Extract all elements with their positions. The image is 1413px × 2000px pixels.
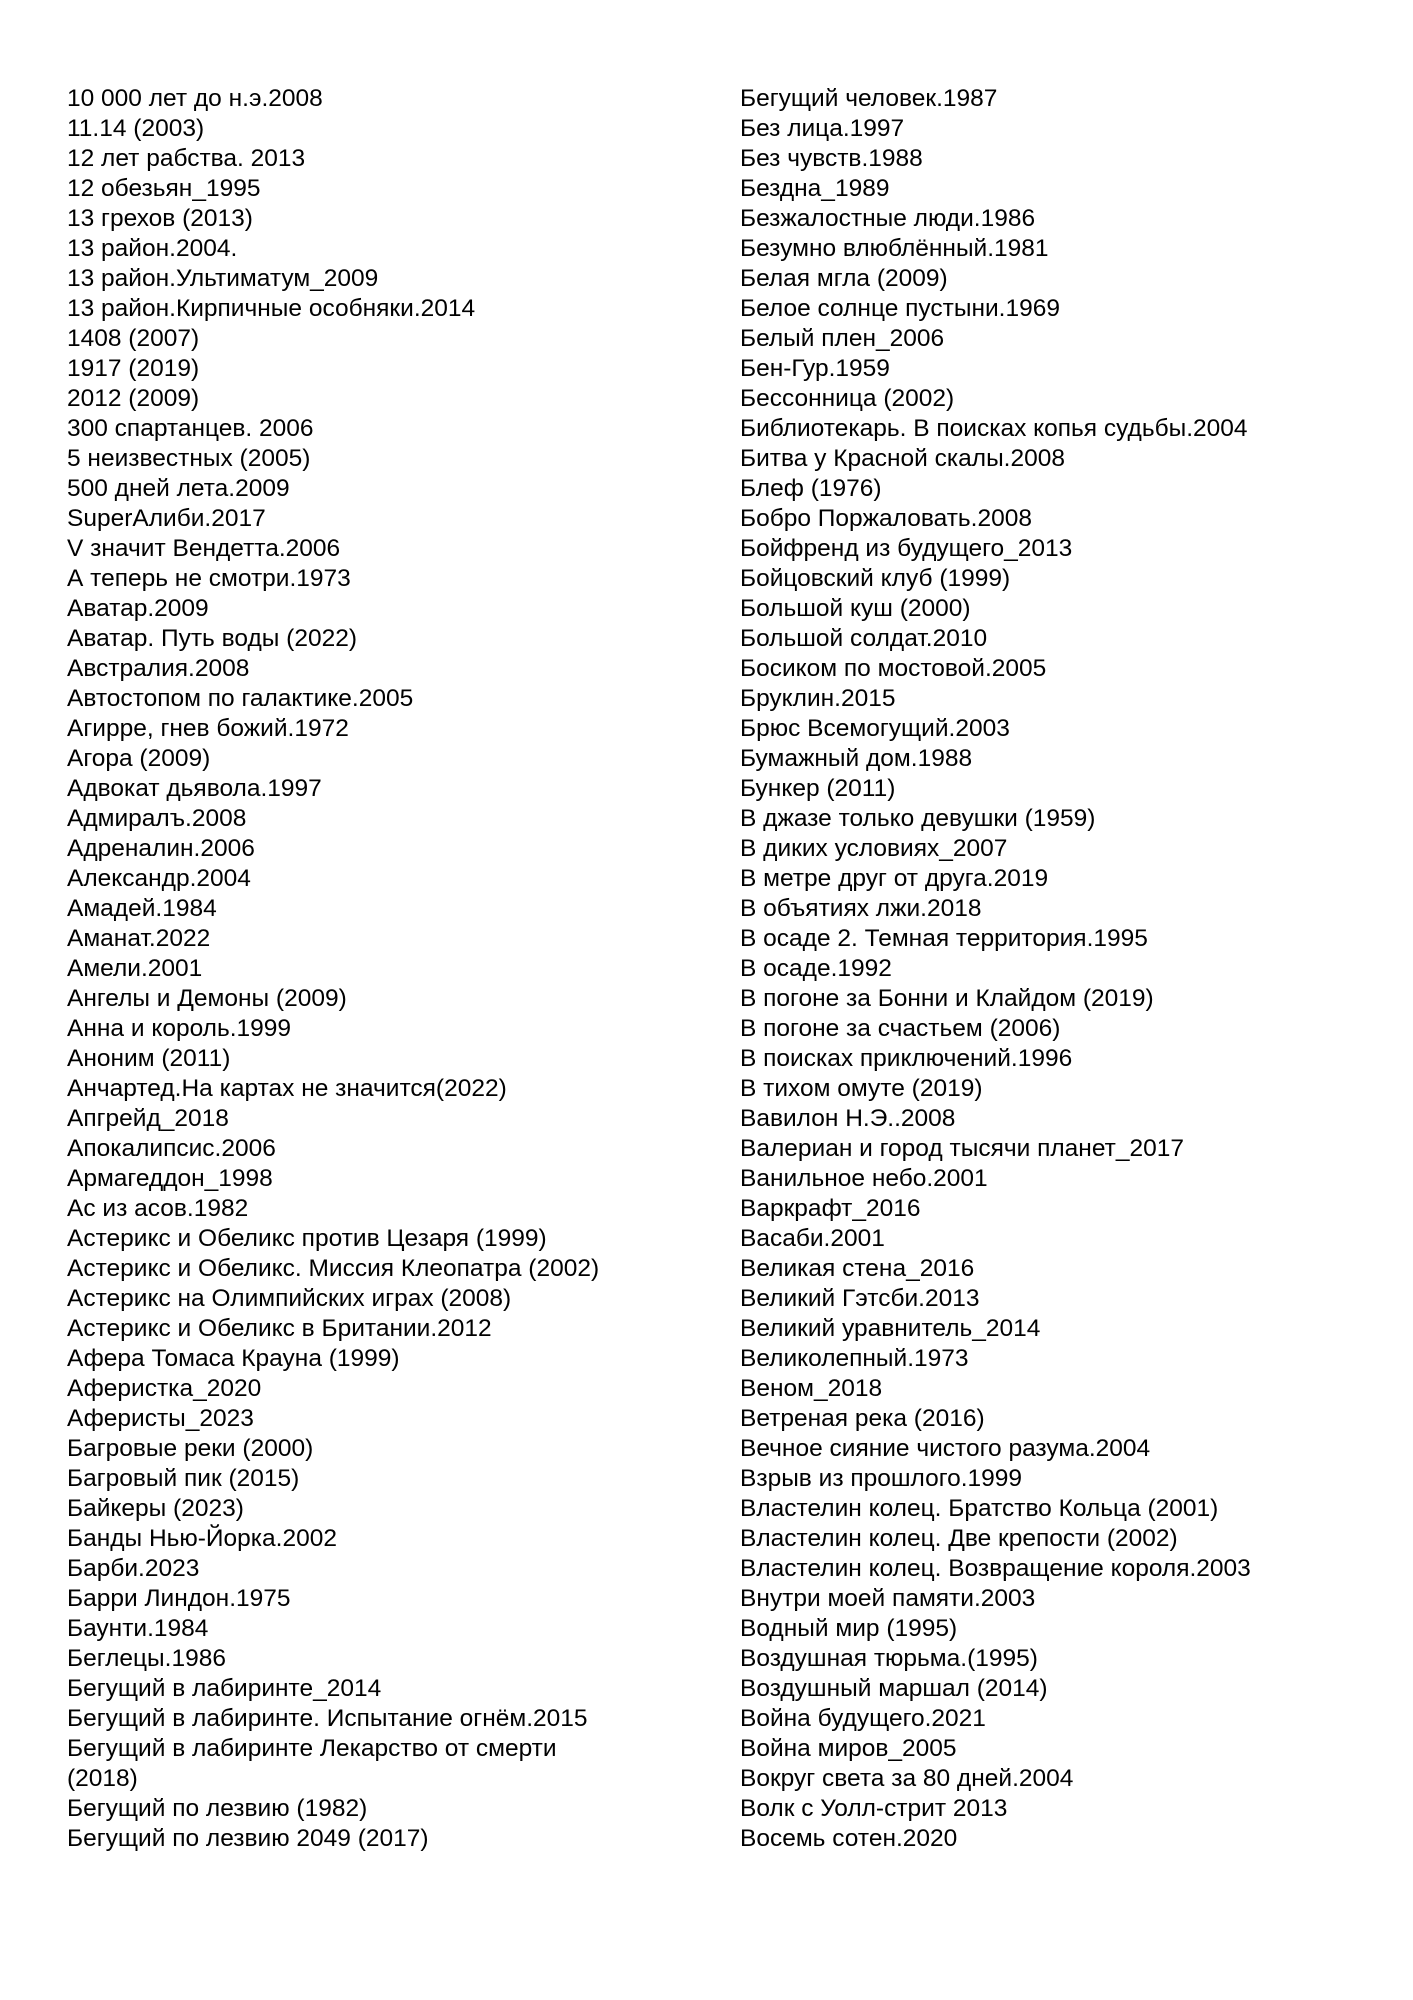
list-item: В погоне за счастьем (2006) [740,1015,1061,1042]
list-item: Ангелы и Демоны (2009) [67,985,347,1012]
list-item: Великолепный.1973 [740,1345,969,1372]
list-item: В диких условиях_2007 [740,835,1008,862]
list-item: Бегущий в лабиринте. Испытание огнём.2015 [67,1705,588,1732]
list-item: Бруклин.2015 [740,685,896,712]
list-item: 300 спартанцев. 2006 [67,415,314,442]
list-item: Без чувств.1988 [740,145,923,172]
list-item: Волк с Уолл-стрит 2013 [740,1795,1008,1822]
list-item: Бегущий по лезвию 2049 (2017) [67,1825,429,1852]
list-item: Вечное сияние чистого разума.2004 [740,1435,1151,1462]
list-item: Багровый пик (2015) [67,1465,300,1492]
list-item: 13 грехов (2013) [67,205,253,232]
list-item: Ветреная река (2016) [740,1405,985,1432]
list-item: Автостопом по галактике.2005 [67,685,414,712]
list-item: Война будущего.2021 [740,1705,986,1732]
list-item: Астерикс на Олимпийских играх (2008) [67,1285,512,1312]
list-item: Властелин колец. Две крепости (2002) [740,1525,1178,1552]
list-item: Водный мир (1995) [740,1615,958,1642]
list-item: Босиком по мостовой.2005 [740,655,1047,682]
list-item: Бобро Поржаловать.2008 [740,505,1032,532]
list-item: Бойфренд из будущего_2013 [740,535,1073,562]
list-item: Байкеры (2023) [67,1495,244,1522]
list-item: Анчартед.На картах не значится(2022) [67,1075,507,1102]
list-item: Белый плен_2006 [740,325,945,352]
list-item: 13 район.2004. [67,235,238,262]
list-item: Взрыв из прошлого.1999 [740,1465,1023,1492]
list-item: В тихом омуте (2019) [740,1075,983,1102]
list-item: Армагеддон_1998 [67,1165,273,1192]
list-item: Без лица.1997 [740,115,905,142]
list-item: Библиотекарь. В поисках копья судьбы.2004 [740,415,1248,442]
list-item: Барби.2023 [67,1555,200,1582]
list-item: Аферисты_2023 [67,1405,254,1432]
list-item: Белое солнце пустыни.1969 [740,295,1060,322]
list-item: 13 район.Кирпичные особняки.2014 [67,295,476,322]
list-item: В объятиях лжи.2018 [740,895,982,922]
list-item: Бумажный дом.1988 [740,745,973,772]
list-item: Аманат.2022 [67,925,211,952]
list-item: 5 неизвестных (2005) [67,445,311,472]
list-item: А теперь не смотри.1973 [67,565,351,592]
list-item: Битва у Красной скалы.2008 [740,445,1065,472]
list-item: Австралия.2008 [67,655,250,682]
list-item: Властелин колец. Братство Кольца (2001) [740,1495,1219,1522]
list-item: Афера Томаса Крауна (1999) [67,1345,400,1372]
list-item: Веном_2018 [740,1375,883,1402]
list-item: Война миров_2005 [740,1735,957,1762]
list-item: Астерикс и Обеликс в Британии.2012 [67,1315,492,1342]
list-item: Баунти.1984 [67,1615,209,1642]
list-item: Агора (2009) [67,745,211,772]
list-item: Брюс Всемогущий.2003 [740,715,1010,742]
list-item: Агирре, гнев божий.1972 [67,715,349,742]
list-item: SuperАлиби.2017 [67,505,266,532]
list-item: Анна и король.1999 [67,1015,292,1042]
list-item: Великий уравнитель_2014 [740,1315,1041,1342]
list-item: В метре друг от друга.2019 [740,865,1049,892]
list-item: Вокруг света за 80 дней.2004 [740,1765,1074,1792]
list-item: В осаде 2. Темная территория.1995 [740,925,1148,952]
list-item: В осаде.1992 [740,955,892,982]
list-item: Большой солдат.2010 [740,625,988,652]
list-item: Великий Гэтсби.2013 [740,1285,980,1312]
left-column-list [67,84,707,1854]
list-item: 11.14 (2003) [67,115,205,142]
list-item: 2012 (2009) [67,385,200,412]
list-item: Бегущий по лезвию (1982) [67,1795,368,1822]
list-item: Багровые реки (2000) [67,1435,314,1462]
list-item: Варкрафт_2016 [740,1195,921,1222]
list-item: 10 000 лет до н.э.2008 [67,85,323,112]
list-item: Властелин колец. Возвращение короля.2003 [740,1555,1251,1582]
list-item: 500 дней лета.2009 [67,475,290,502]
list-item: 1408 (2007) [67,325,200,352]
list-item: Васаби.2001 [740,1225,885,1252]
list-item: В погоне за Бонни и Клайдом (2019) [740,985,1154,1012]
list-item: Бегущий человек.1987 [740,85,998,112]
list-item: Безжалостные люди.1986 [740,205,1036,232]
list-item: Астерикс и Обеликс против Цезаря (1999) [67,1225,547,1252]
list-item: Апгрейд_2018 [67,1105,229,1132]
list-item: В джазе только девушки (1959) [740,805,1096,832]
list-item: Бездна_1989 [740,175,890,202]
list-item: Беглецы.1986 [67,1645,226,1672]
list-item: Барри Линдон.1975 [67,1585,291,1612]
list-item: Блеф (1976) [740,475,882,502]
list-item: Бен-Гур.1959 [740,355,890,382]
list-item: Амели.2001 [67,955,203,982]
list-item: Бегущий в лабиринте_2014 [67,1675,382,1702]
list-item: Аватар. Путь воды (2022) [67,625,357,652]
list-item: Безумно влюблённый.1981 [740,235,1049,262]
list-item: Адмиралъ.2008 [67,805,247,832]
right-column-list [740,84,1400,1854]
list-item: В поисках приключений.1996 [740,1045,1073,1072]
list-item: Бойцовский клуб (1999) [740,565,1011,592]
list-item: V значит Вендетта.2006 [67,535,341,562]
list-item: Ванильное небо.2001 [740,1165,988,1192]
list-item: Банды Нью-Йорка.2002 [67,1525,337,1552]
list-item: Аферистка_2020 [67,1375,262,1402]
list-item: Аватар.2009 [67,595,209,622]
list-item: Восемь сотен.2020 [740,1825,958,1852]
list-item: Адреналин.2006 [67,835,255,862]
list-item: Бункер (2011) [740,775,896,802]
list-item: Адвокат дьявола.1997 [67,775,322,802]
list-item: Александр.2004 [67,865,251,892]
list-item: Валериан и город тысячи планет_2017 [740,1135,1184,1162]
list-item: Вавилон Н.Э..2008 [740,1105,956,1132]
list-item: 13 район.Ультиматум_2009 [67,265,379,292]
list-item: Аноним (2011) [67,1045,231,1072]
list-item: Воздушный маршал (2014) [740,1675,1048,1702]
list-item: Великая стена_2016 [740,1255,975,1282]
list-item: Большой куш (2000) [740,595,971,622]
list-item: 12 лет рабства. 2013 [67,145,306,172]
list-item: 12 обезьян_1995 [67,175,261,202]
list-item: 1917 (2019) [67,355,200,382]
list-item: Апокалипсис.2006 [67,1135,276,1162]
list-item: Ас из асов.1982 [67,1195,249,1222]
list-item: Белая мгла (2009) [740,265,948,292]
list-item: Воздушная тюрьма.(1995) [740,1645,1038,1672]
list-item: Астерикс и Обеликс. Миссия Клеопатра (2002) [67,1255,600,1282]
list-item: Бессонница (2002) [740,385,955,412]
list-item: Амадей.1984 [67,895,217,922]
list-item: Бегущий в лабиринте Лекарство от смерти (2018) [67,1735,557,1792]
list-item: Внутри моей памяти.2003 [740,1585,1036,1612]
